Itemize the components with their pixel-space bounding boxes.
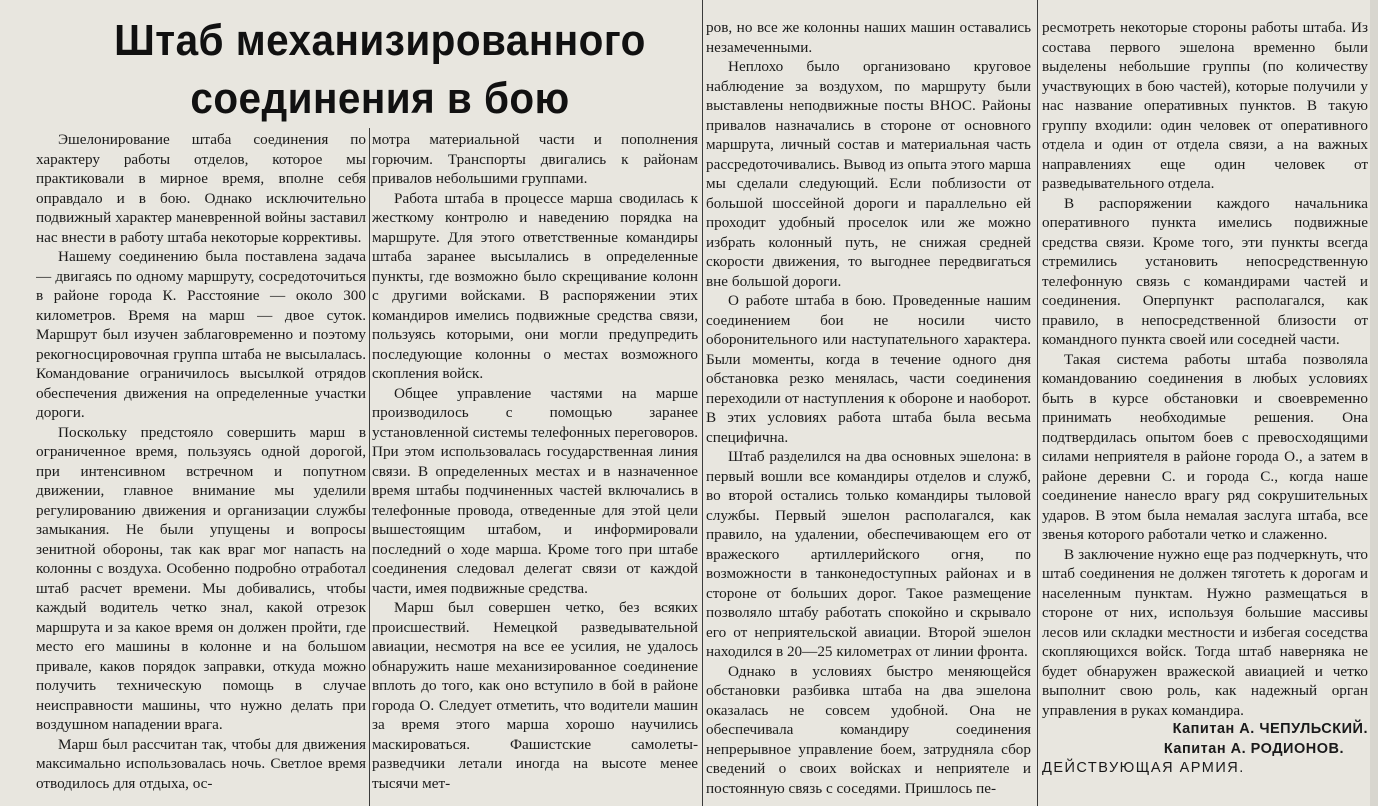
- paragraph: Эшелонирование штаба соединения по характеру работы отделов, которое мы практиковали в мирное время, вполне себя оправдало и в бою. Однако исключительно подвижный характер маневренной войны заставил нас внести в работу штаба некоторые коррективы.: [36, 131, 366, 246]
- article-column-2: [372, 130, 698, 806]
- paragraph: Штаб разделился на два основных эшелона: в первый вошли все командиры отделов и служб, во второй остались только командиры тыловой службы. Первый эшелон располагался, как правило, на удалении, обеспечивающем его от вражеского артиллерийского огня, по возможности в танконедоступных районах и в стороне от больших дорог. Такое размещение позволяло штабу работать спокойно и скрывало его от неприятельской авиации. Второй эшелон находился в 20—25 километрах от линии фронта.: [706, 448, 1031, 660]
- author-signature: Капитан А. ЧЕПУЛЬСКИЙ.: [1172, 721, 1368, 737]
- paragraph: В заключение нужно еще раз подчеркнуть, что штаб соединения не должен тяготеть к дорогам и населенным пунктам. Нужно размещаться в стороне от них, используя большие массивы лесов или складки местности и избегая соседства скопляющихся войск. Тогда штаб наверняка не будет обнаружен вражеской авиацией и четко выполнит свою роль, как надежный орган управления в руках командира.: [1042, 545, 1368, 719]
- paragraph: В распоряжении каждого начальника оперативного пункта имелись подвижные средства связи. Кроме того, эти пункты всегда стремились установить непосредственную телефонную связь с командирами частей и соединения. Оперпункт располагался, как правило, в непосредственной близости от командного пункта своей или соседней части.: [1042, 194, 1368, 348]
- paragraph: Нашему соединению была поставлена задача — двигаясь по одному маршруту, сосредоточиться в районе города К. Расстояние — около 300 километров. Время на марш — двое суток. Маршрут был изучен заблаговременно и поэтому рекогносцировочная группа штаба не высылалась. Командование ограничилось высылкой отрядов обеспечения движения на определенные участки дороги.: [36, 248, 366, 421]
- column-divider: [1037, 0, 1038, 806]
- paragraph: Неплохо было организовано круговое наблюдение за воздухом, по маршруту были выставлены неподвижные посты ВНОС. Районы привалов назначались в стороне от основного маршрута, личный состав и материальная часть рассредоточивались. Вывод из опыта этого марша мы сделали следующий. Если поблизости от большой шоссейной дороги и параллельно ей проходит удобный проселок или же можно избрать колонный путь, не снижая средней скорости движения, то выгоднее передвигаться вне большой дороги.: [706, 58, 1031, 290]
- paragraph: Работа штаба в процессе марша сводилась к жесткому контролю и наведению порядка на маршруте. Для этого ответственные командиры штаба заранее высылались в определенные пункты, где возможно было скрещивание колонн с другими войсками. В распоряжении этих командиров имелись подвижные средства связи, пользуясь которыми, они могли предупредить последующие колонны о местах возможного скопления войск.: [372, 189, 698, 382]
- paragraph: Поскольку предстояло совершить марш в ограниченное время, пользуясь одной дорогой, при интенсивном встречном и попутном движении, главное внимание мы уделили регулированию движения и организации службы замыкания. Не были упущены и вопросы зенитной обороны, так как враг мог напасть на колонны с воздуха. Особенно подробно отработал штаб расчет времени. Мы добивались, чтобы каждый водитель четко знал, какой отрезок маршрута и за какое время он должен пройти, где место его машины в колонне и на большом привале, каков порядок заправки, откуда можно получить техническую помощь в случае неисправности машины, что нужно делать при воздушном нападении врага.: [36, 423, 366, 733]
- author-signature: Капитан А. РОДИОНОВ.: [1163, 740, 1344, 757]
- paragraph: Марш был совершен четко, без всяких происшествий. Немецкой разведывательной авиации, несмотря на все ее усилия, не удалось обнаружить наше механизированное соединение вплоть до того, как оно вступило в бой в районе города О. Следует отметить, что водители машин за время этого марша хорошо научились маскироваться. Фашистские самолеты-разведчики летали иногда на высоте менее тысячи мет-: [372, 599, 698, 792]
- paragraph: ресмотреть некоторые стороны работы штаба. Из состава первого эшелона временно были выделены небольшие группы (по количеству участвующих в бою частей), которые получили у нас название оперативных пунктов. В такую группу входили: один человек от оперативного отдела и один от отдела связи, а на важных направлениях еще один человек от разведывательного отдела.: [1042, 19, 1368, 192]
- paragraph: Марш был рассчитан так, чтобы для движения максимально использовалась ночь. Светлое время отводилось для отдыха, ос-: [36, 735, 366, 792]
- paragraph: Общее управление частями на марше производилось с помощью заранее установленной системы телефонных переговоров. При этом использовалась государственная линия связи. В определенных местах и в назначенное время штабы подчиненных частей включались в телефонные провода, отведенные для этой цели вышестоящим штабом, и информировали последний о ходе марша. Кроме того при штабе соединения следовал делегат связи от каждой части, имея подвижные средства.: [372, 384, 698, 597]
- paragraph: Такая система работы штаба позволяла командованию соединения в любых условиях быть в курсе обстановки и своевременно принимать необходимые решения. Она подтвердилась опытом боев с превосходящими силами неприятеля в районе города О., а затем в районе деревни С. и города С., когда наше соединение нанесло врагу ряд сокрушительных ударов. В этом была немалая заслуга штаба, все звенья которого работали четко и слаженно.: [1042, 350, 1368, 543]
- column-divider: [369, 128, 370, 806]
- paragraph: мотра материальной части и пополнения горючим. Транспорты двигались к районам привалов небольшими группами.: [372, 131, 698, 187]
- article-column-4: [1042, 18, 1368, 806]
- article-column-3: [706, 18, 1031, 806]
- paragraph: ров, но все же колонны наших машин оставались незамеченными.: [706, 19, 1031, 56]
- paragraph: О работе штаба в бою. Проведенные нашим соединением бои не носили чисто оборонительного или наступательного характера. Были моменты, когда в течение одного дня обстановка резко менялась, части соединения переходили от наступления к обороне и наоборот. В этих условиях работа штаба была весьма специфична.: [706, 292, 1031, 446]
- article-title: Штаб механизированного соединения в бою: [114, 16, 646, 123]
- column-divider: [702, 0, 703, 806]
- page-edge: [1370, 0, 1378, 806]
- paragraph: Однако в условиях быстро меняющейся обстановки разбивка штаба на два эшелона оказалась не совсем удобной. Она не обеспечивала командиру соединения непрерывное управление боем, затрудняла сбор сведений о своих войсках и неприятеле и постоянную связь с соседями. Пришлось пе-: [706, 662, 1031, 797]
- article-column-1: [36, 130, 366, 806]
- dateline: ДЕЙСТВУЮЩАЯ АРМИЯ.: [1042, 760, 1245, 776]
